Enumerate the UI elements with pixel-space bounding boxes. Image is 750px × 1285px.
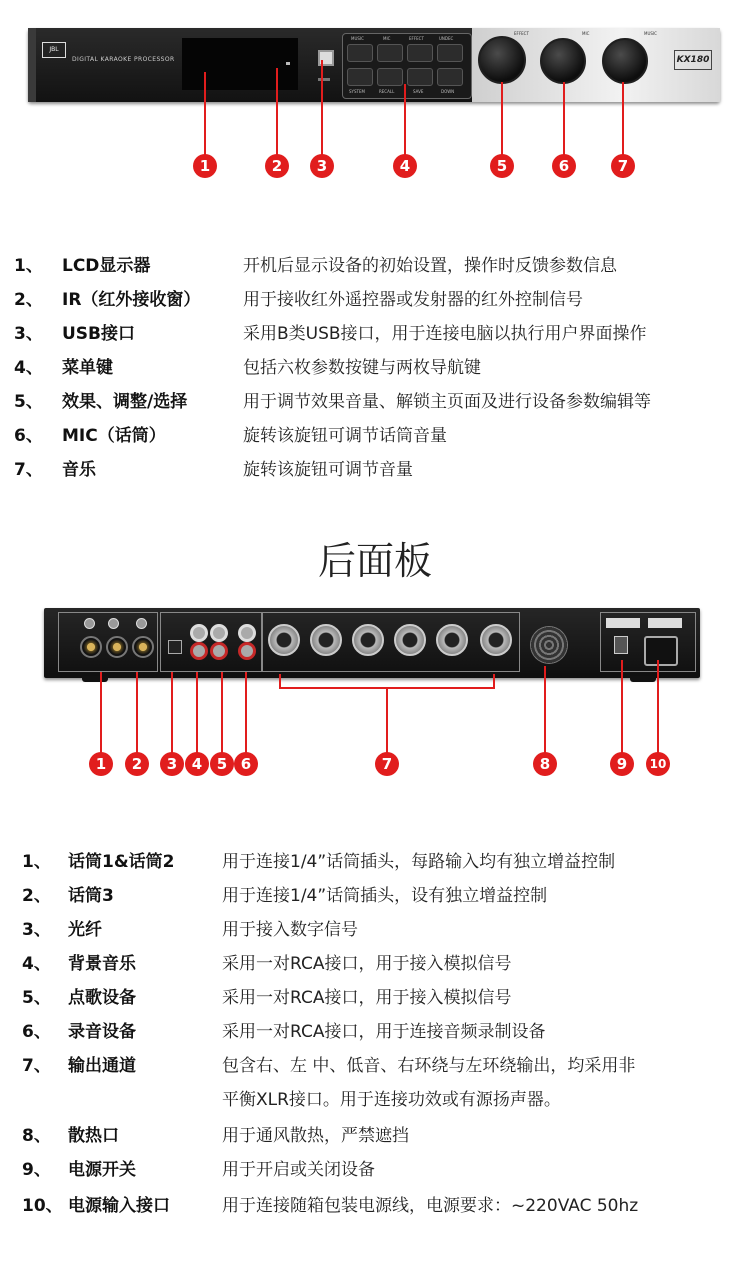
knob-label: EFFECT: [514, 31, 529, 36]
item-number: 3、: [22, 920, 51, 940]
item-term: IR（红外接收窗）: [62, 290, 201, 310]
warning-label: [606, 618, 640, 628]
item-description: 用于接入数字信号: [222, 920, 358, 940]
section-title: 后面板: [317, 539, 432, 583]
menu-key: [407, 44, 433, 62]
usb-symbol-icon: [318, 78, 330, 81]
item-number: 3、: [14, 324, 43, 344]
marker-10: 10: [646, 752, 670, 776]
rack-foot: [630, 676, 656, 682]
warning-label: [648, 618, 682, 628]
marker-line: [245, 672, 247, 754]
rca-vod-r: [210, 642, 228, 660]
menu-key: [377, 44, 403, 62]
power-switch: [614, 636, 628, 654]
item-number: 7、: [22, 1056, 51, 1076]
item-number: 5、: [14, 392, 43, 412]
marker-7: 7: [375, 752, 399, 776]
item-number: 1、: [22, 852, 51, 872]
rca-rec-l: [238, 624, 256, 642]
ir-window: [286, 62, 290, 65]
marker-line: [622, 82, 624, 156]
gain-knob: [136, 618, 147, 629]
marker-line: [276, 68, 278, 156]
item-term: 输出通道: [68, 1056, 136, 1076]
button-label: SAVE: [413, 89, 424, 94]
marker-3: 3: [310, 154, 334, 178]
item-description: 用于开启或关闭设备: [222, 1160, 375, 1180]
marker-line: [221, 672, 223, 754]
item-number: 4、: [14, 358, 43, 378]
marker-9: 9: [610, 752, 634, 776]
item-term: 话筒1&话筒2: [68, 852, 175, 872]
marker-1: 1: [89, 752, 113, 776]
xlr-output: [352, 624, 384, 656]
menu-key: [437, 44, 463, 62]
item-description: 用于通风散热，严禁遮挡: [222, 1126, 409, 1146]
marker-line: [100, 672, 102, 754]
gain-knob: [84, 618, 95, 629]
optical-port: [168, 640, 182, 654]
lcd-display: [182, 38, 298, 90]
item-term: 话筒3: [68, 886, 114, 906]
marker-1: 1: [193, 154, 217, 178]
rca-vod-l: [210, 624, 228, 642]
mic-jack-2: [106, 636, 128, 658]
marker-line: [386, 687, 388, 754]
menu-key: [347, 68, 373, 86]
xlr-output: [268, 624, 300, 656]
knob-label: MIC: [582, 31, 590, 36]
marker-line: [621, 660, 623, 754]
item-description: 用于连接1/4”话筒插头，每路输入均有独立增益控制: [222, 852, 616, 872]
item-description: 用于调节效果音量、解锁主页面及进行设备参数编辑等: [243, 392, 651, 412]
effect-knob: [478, 36, 526, 84]
marker-line: [321, 60, 323, 156]
power-inlet: [644, 636, 678, 666]
marker-line: [196, 672, 198, 754]
marker-line: [204, 72, 206, 156]
item-term: USB接口: [62, 324, 136, 344]
xlr-output: [480, 624, 512, 656]
item-number: 2、: [14, 290, 43, 310]
menu-key: [347, 44, 373, 62]
button-label: SYSTEM: [349, 89, 365, 94]
item-term: 点歌设备: [68, 988, 136, 1008]
rack-foot: [82, 676, 108, 682]
marker-line: [563, 82, 565, 156]
item-description: 采用一对RCA接口，用于连接音频录制设备: [222, 1022, 546, 1042]
marker-8: 8: [533, 752, 557, 776]
gain-knob: [108, 618, 119, 629]
marker-line: [171, 672, 173, 754]
item-number: 5、: [22, 988, 51, 1008]
marker-line: [136, 672, 138, 754]
item-number: 9、: [22, 1160, 51, 1180]
marker-4: 4: [393, 154, 417, 178]
rca-rec-r: [238, 642, 256, 660]
item-term: 电源开关: [68, 1160, 136, 1180]
item-number: 2、: [22, 886, 51, 906]
brand-logo: JBL: [42, 42, 66, 58]
cooling-fan: [530, 626, 568, 664]
marker-2: 2: [125, 752, 149, 776]
marker-4: 4: [185, 752, 209, 776]
marker-6: 6: [234, 752, 258, 776]
button-label: MIC: [383, 36, 391, 41]
rca-bgm-l: [190, 624, 208, 642]
button-label: EFFECT: [409, 36, 424, 41]
marker-2: 2: [265, 154, 289, 178]
item-description: 采用B类USB接口，用于连接电脑以执行用户界面操作: [243, 324, 647, 344]
item-term: 录音设备: [68, 1022, 136, 1042]
item-number: 4、: [22, 954, 51, 974]
xlr-output: [394, 624, 426, 656]
marker-line: [501, 82, 503, 156]
knob-label: MUSIC: [644, 31, 657, 36]
marker-6: 6: [552, 154, 576, 178]
menu-key: [437, 68, 463, 86]
item-number: 7、: [14, 460, 43, 480]
item-number: 6、: [14, 426, 43, 446]
xlr-output: [310, 624, 342, 656]
mic-jack-3: [132, 636, 154, 658]
item-description: 用于接收红外遥控器或发射器的红外控制信号: [243, 290, 583, 310]
item-term: 光纤: [68, 920, 102, 940]
item-term: 音乐: [62, 460, 96, 480]
rack-ear-left: [28, 28, 36, 102]
marker-line: [657, 660, 659, 754]
item-term: 电源输入接口: [68, 1196, 170, 1216]
mic-knob: [540, 38, 586, 84]
item-term: MIC（话筒）: [62, 426, 166, 446]
item-term: 菜单键: [62, 358, 113, 378]
button-label: UNDEC: [439, 36, 454, 41]
item-number: 6、: [22, 1022, 51, 1042]
music-knob: [602, 38, 648, 84]
marker-line: [404, 84, 406, 156]
rca-bgm-r: [190, 642, 208, 660]
item-term: 背景音乐: [68, 954, 136, 974]
button-label: MUSIC: [351, 36, 364, 41]
button-label: DOWN: [441, 89, 455, 94]
marker-5: 5: [490, 154, 514, 178]
item-description: 平衡XLR接口。用于连接功效或有源扬声器。: [222, 1090, 561, 1110]
model-description: DIGITAL KARAOKE PROCESSOR: [72, 56, 175, 63]
xlr-output: [436, 624, 468, 656]
item-description: 开机后显示设备的初始设置，操作时反馈参数信息: [243, 256, 617, 276]
item-description: 采用一对RCA接口，用于接入模拟信号: [222, 954, 512, 974]
item-description: 包括六枚参数按键与两枚导航键: [243, 358, 481, 378]
item-description: 旋转该旋钮可调节话筒音量: [243, 426, 447, 446]
item-description: 旋转该旋钮可调节音量: [243, 460, 413, 480]
marker-line: [544, 666, 546, 754]
button-label: RECALL: [379, 89, 395, 94]
menu-button-bank: [342, 33, 472, 99]
item-description: 用于连接随箱包装电源线，电源要求：~220VAC 50hz: [222, 1196, 639, 1216]
item-description: 用于连接1/4”话筒插头，设有独立增益控制: [222, 886, 548, 906]
model-badge: KX180: [674, 50, 712, 70]
rear-panel-image: [44, 608, 700, 678]
item-number: 10、: [22, 1196, 63, 1216]
menu-key: [377, 68, 403, 86]
marker-7: 7: [611, 154, 635, 178]
mic-jack-1: [80, 636, 102, 658]
menu-key: [407, 68, 433, 86]
item-number: 1、: [14, 256, 43, 276]
item-term: 效果、调整/选择: [62, 392, 188, 412]
item-number: 8、: [22, 1126, 51, 1146]
item-term: 散热口: [68, 1126, 119, 1146]
front-panel-image: [28, 28, 720, 102]
item-description: 包含右、左 中、低音、右环绕与左环绕输出，均采用非: [222, 1056, 636, 1076]
marker-5: 5: [210, 752, 234, 776]
marker-line: [279, 674, 281, 688]
marker-line: [493, 674, 495, 688]
marker-3: 3: [160, 752, 184, 776]
item-term: LCD显示器: [62, 256, 151, 276]
item-description: 采用一对RCA接口，用于接入模拟信号: [222, 988, 512, 1008]
